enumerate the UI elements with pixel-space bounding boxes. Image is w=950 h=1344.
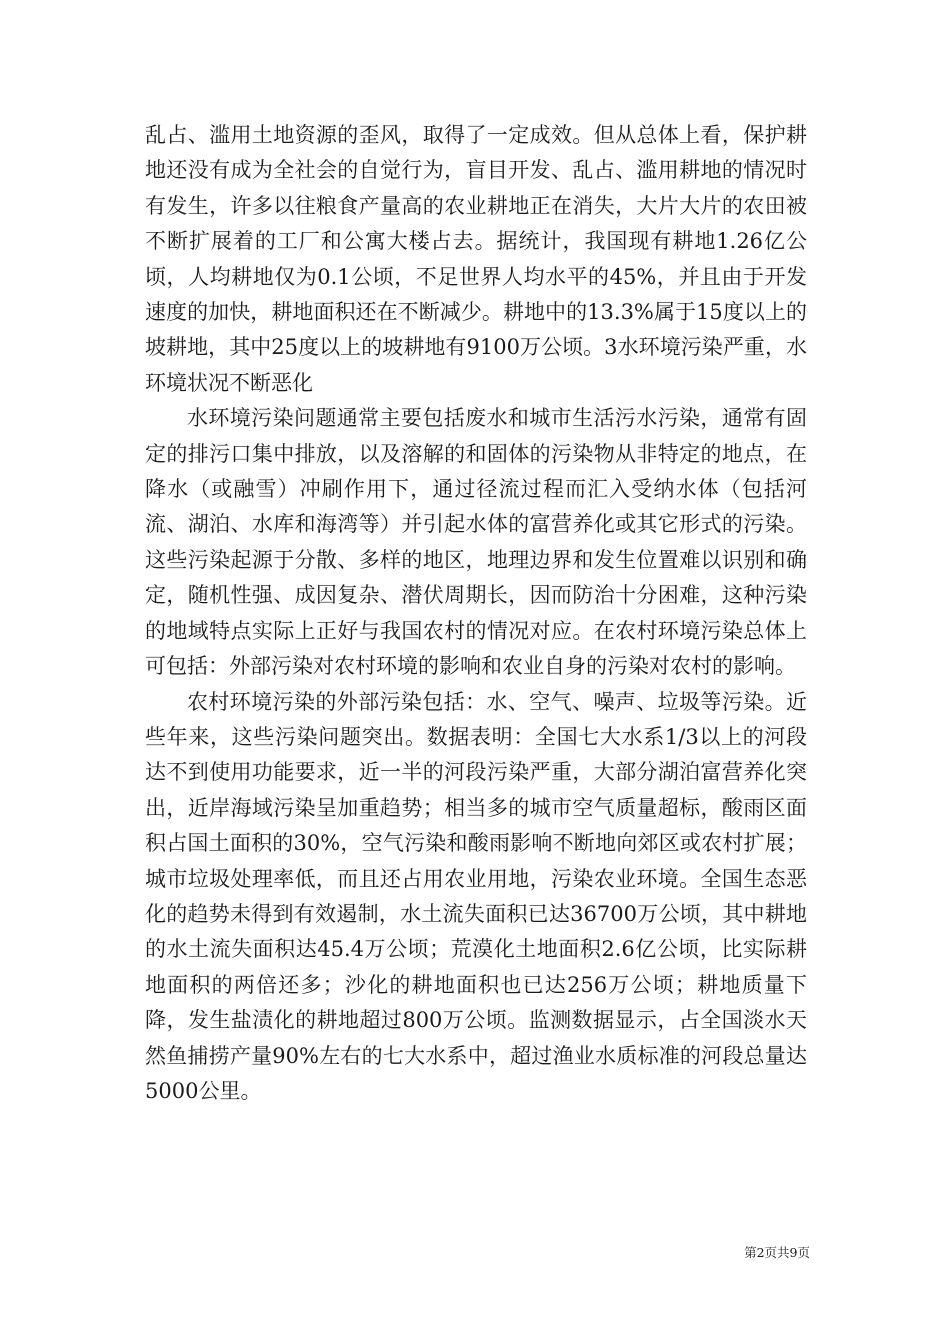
paragraph-external-pollution: 农村环境污染的外部污染包括：水、空气、噪声、垃圾等污染。近些年来，这些污染问题突出。数据表明：全国七大水系1/3以上的河段达不到使用功能要求，近一半的河段污染严重，大部分湖泊富营养化突出，近岸海域污染呈加重趋势；相当多的城市空气质量超标，酸雨区面积占国土面积的30%，空气污染和酸雨影响不断地向郊区或农村扩展；城市垃圾处理率低，而且还占用农业用地，污染农业环境。全国生态恶化的趋势未得到有效遏制，水土流失面积已达36700万公顷，其中耕地的水土流失面积达45.4万公顷；荒漠化土地面积2.6亿公顷，比实际耕地面积的两倍还多；沙化的耕地面积也已达256万公顷；耕地质量下降，发生盐渍化的耕地超过800万公顷。监测数据显示，占全国淡水天然鱼捕捞产量90%左右的七大水系中，超过渔业水质标准的河段总量达5000公里。 [145, 689, 807, 1103]
page-number-footer: 第2页共9页 [744, 1245, 810, 1260]
paragraph-water-pollution: 水环境污染问题通常主要包括废水和城市生活污水污染，通常有固定的排污口集中排放，以及溶解的和固体的污染物从非特定的地点，在降水（或融雪）冲刷作用下，通过径流过程而汇入受纳水体（包括河流、湖泊、水库和海湾等）并引起水体的富营养化或其它形式的污染。这些污染起源于分散、多样的地区，地理边界和发生位置难以识别和确定，随机性强、成因复杂、潜伏周期长，因而防治十分困难，这种污染的地域特点实际上正好与我国农村的情况对应。在农村环境污染总体上可包括：外部污染对农村环境的影响和农业自身的污染对农村的影响。 [145, 406, 807, 679]
paragraph-farmland: 乱占、滥用土地资源的歪风，取得了一定成效。但从总体上看，保护耕地还没有成为全社会的自觉行为，盲目开发、乱占、滥用耕地的情况时有发生，许多以往粮食产量高的农业耕地正在消失，大片大片的农田被不断扩展着的工厂和公寓大楼占去。据统计，我国现有耕地1.26亿公顷，人均耕地仅为0.1公顷，不足世界人均水平的45%，并且由于开发速度的加快，耕地面积还在不断减少。耕地中的13.3%属于15度以上的坡耕地，其中25度以上的坡耕地有9100万公顷。3水环境污染严重，水环境状况不断恶化 [145, 123, 807, 395]
document-body [145, 118, 807, 1109]
